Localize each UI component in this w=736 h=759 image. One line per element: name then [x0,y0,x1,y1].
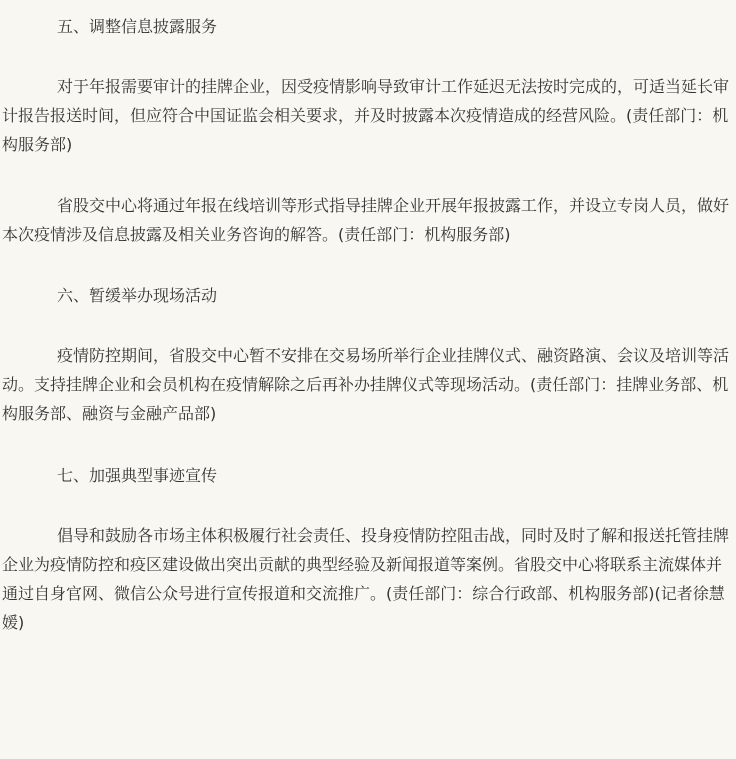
section-heading: 五、调整信息披露服务 [57,17,218,36]
paragraph: 对于年报需要审计的挂牌企业，因受疫情影响导致审计工作延迟无法按时完成的，可适当延长审计报告报送时间，但应符合中国证监会相关要求，并及时披露本次疫情造成的经营风险。(责任部门：机构服务部) [2,77,730,154]
section-heading: 七、加强典型事迹宣传 [57,466,218,485]
paragraph: 倡导和鼓励各市场主体积极履行社会责任、投身疫情防控阻击战，同时及时了解和报送托管挂牌企业为疫情防控和疫区建设做出突出贡献的典型经验及新闻报道等案例。省股交中心将联系主流媒体并通过自身官网、微信公众号进行宣传报道和交流推广。(责任部门：综合行政部、机构服务部)(记者徐慧媛) [2,526,730,632]
article-body [0,12,736,759]
paragraph: 省股交中心将通过年报在线培训等形式指导挂牌企业开展年报披露工作，并设立专岗人员，做好本次疫情涉及信息披露及相关业务咨询的解答。(责任部门：机构服务部) [2,196,730,244]
paragraph: 疫情防控期间，省股交中心暂不安排在交易场所举行企业挂牌仪式、融资路演、会议及培训等活动。支持挂牌企业和会员机构在疫情解除之后再补办挂牌仪式等现场活动。(责任部门：挂牌业务部、机构服务部、融资与金融产品部) [2,346,730,423]
section-heading: 六、暂缓举办现场活动 [57,286,218,305]
